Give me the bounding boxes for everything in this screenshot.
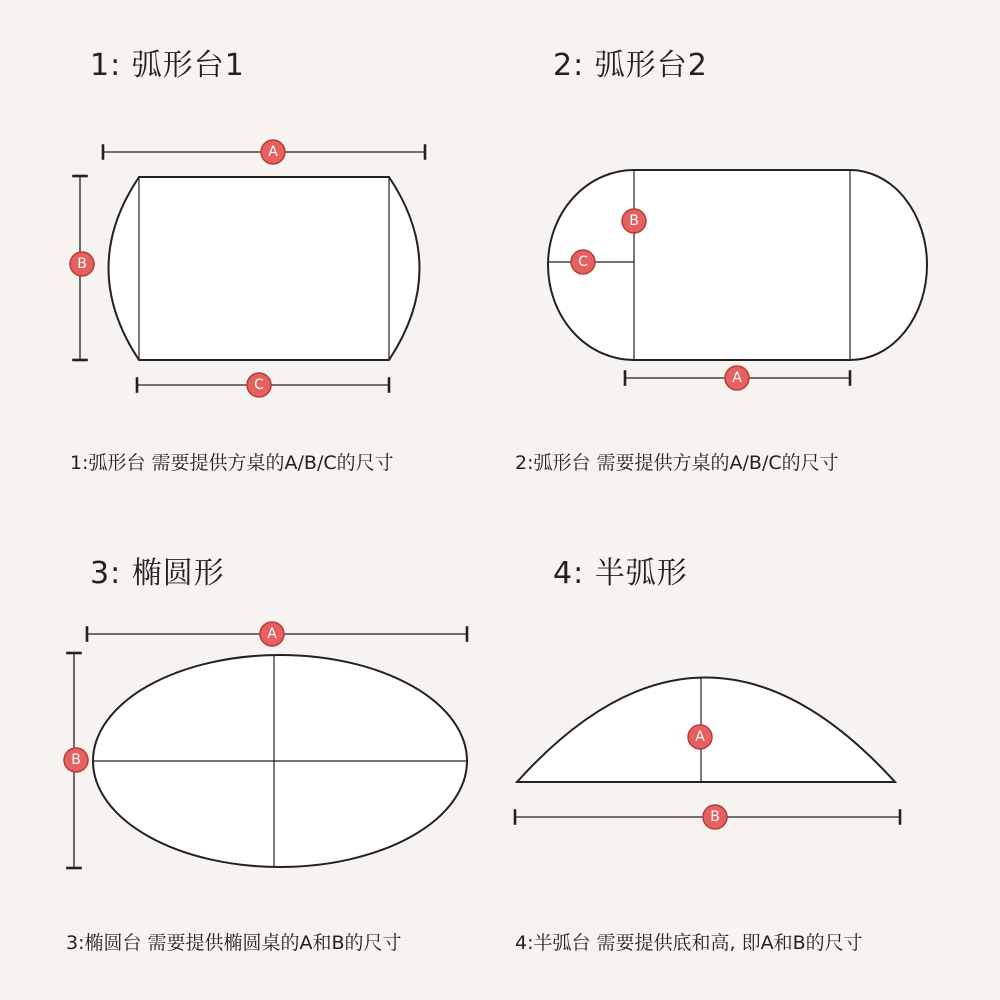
panel-1-badge-b bbox=[70, 252, 94, 276]
panel-3-caption: 3:椭圆台 需要提供椭圆桌的A和B的尺寸 bbox=[66, 932, 402, 954]
panel-1-diagram bbox=[70, 140, 425, 397]
panel-4-badge-a-label: A bbox=[695, 729, 705, 745]
panel-1-badge-b-label: B bbox=[77, 256, 87, 272]
panel-3-badge-b bbox=[64, 748, 88, 772]
panel-2-badge-c-label: C bbox=[578, 254, 588, 270]
panel-2-badge-b bbox=[622, 209, 646, 233]
panel-3-diagram bbox=[64, 622, 467, 868]
panel-2-badge-b-label: B bbox=[629, 213, 639, 229]
panel-4-badge-b-label: B bbox=[710, 809, 720, 825]
panel-3-badge-a-label: A bbox=[267, 626, 277, 642]
panel-2-badge-c bbox=[571, 250, 595, 274]
panel-1-title: 1: 弧形台1 bbox=[90, 48, 245, 83]
panel-2-title: 2: 弧形台2 bbox=[553, 48, 708, 83]
panel-2-diagram bbox=[548, 170, 927, 390]
panel-1-badge-c-label: C bbox=[254, 377, 264, 393]
panel-1-badge-a bbox=[261, 140, 285, 164]
panel-3-badge-a bbox=[260, 622, 284, 646]
panel-1-badge-a-label: A bbox=[268, 144, 278, 160]
panel-2-badge-a bbox=[725, 366, 749, 390]
panel-2-badge-a-label: A bbox=[732, 370, 742, 386]
panel-1-badge-c bbox=[247, 373, 271, 397]
panel-4-badge-b bbox=[703, 805, 727, 829]
panel-4-badge-a bbox=[688, 725, 712, 749]
panel-3-title: 3: 椭圆形 bbox=[90, 556, 225, 591]
panel-3-badge-b-label: B bbox=[71, 752, 81, 768]
panel-4-caption: 4:半弧台 需要提供底和高, 即A和B的尺寸 bbox=[515, 932, 863, 954]
panel-2-table-shape bbox=[548, 170, 927, 360]
panel-4-diagram bbox=[515, 678, 900, 830]
panel-1-caption: 1:弧形台 需要提供方桌的A/B/C的尺寸 bbox=[70, 452, 394, 474]
panel-1-table-shape bbox=[109, 177, 420, 360]
panel-2-caption: 2:弧形台 需要提供方桌的A/B/C的尺寸 bbox=[515, 452, 839, 474]
panel-4-title: 4: 半弧形 bbox=[553, 556, 688, 591]
